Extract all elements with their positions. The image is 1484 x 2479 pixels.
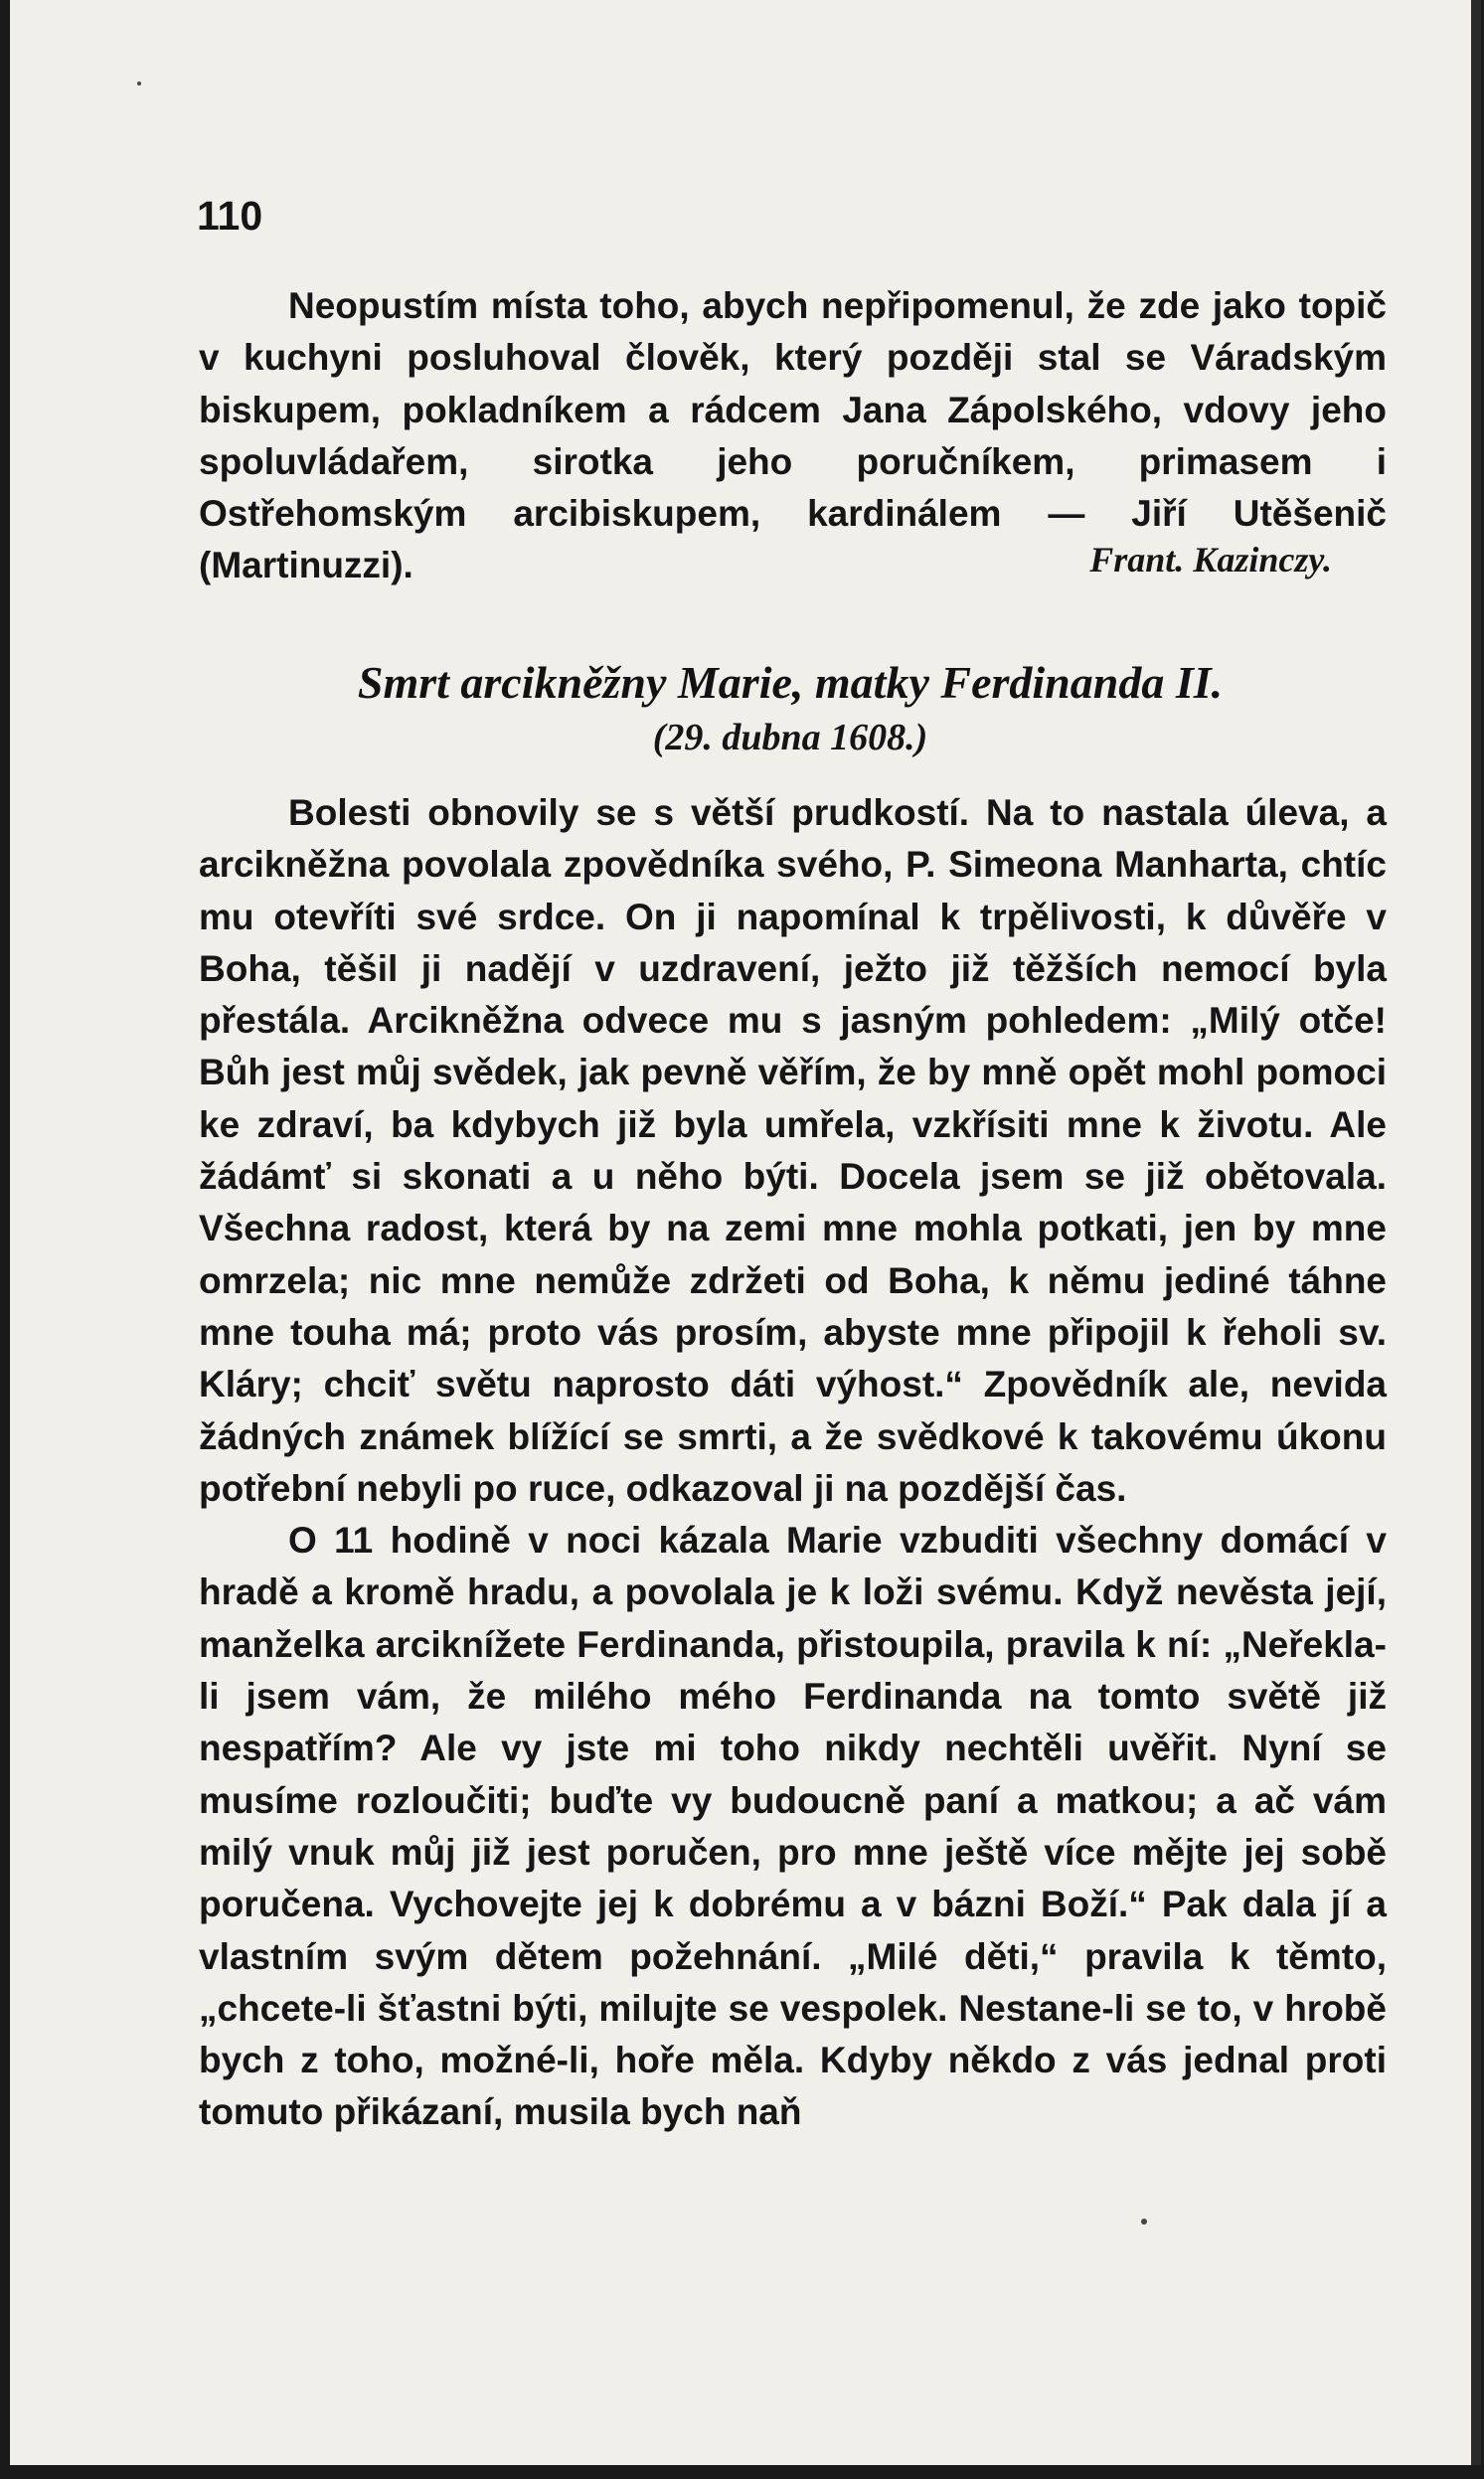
author-signature: Frant. Kazinczy.	[1089, 540, 1332, 579]
print-speck	[137, 82, 141, 85]
print-speck	[1141, 2219, 1147, 2225]
paragraph: Bolesti obnovily se s větší prudkostí. Na to nastala úleva, a arcikněžna povolala zpovědníka svého, P. Simeona Manharta, chtíc mu otevříti své srdce. On ji napomínal k trpělivosti, k důvěře v Boha, těšil ji nadějí v uzdravení, ježto již těžších nemocí byla přestála. Arcikněžna odvece mu s jasným pohledem: „Milý otče! Bůh jest můj svědek, jak pevně věřím, že by mně opět mohl pomoci ke zdraví, ba kdybych již byla umřela, vzkřísiti mne k životu. Ale žádámť si skonati a u něho býti. Docela jsem se již obětovala. Všechna radost, která by na zemi mne mohla potkati, jen by mne omrzela; nic mne nemůže zdržeti od Boha, k němu jediné táhne mne touha má; proto vás prosím, abyste mne připojil k řeholi sv. Kláry; chciť světu naprosto dáti výhost.“ Zpovědník ale, nevida žádných známek blížící se smrti, a že svědkové k takovému úkonu potřební nebyli po ruce, odkazoval ji na pozdější čas.	[199, 792, 1387, 1509]
page-number: 110	[197, 193, 263, 239]
book-page	[10, 0, 1481, 2465]
paragraph: O 11 hodině v noci kázala Marie vzbuditi všechny domácí v hradě a kromě hradu, a povolala je k loži svému. Když nevěsta její, manželka arciknížete Ferdinanda, přistoupila, pravila k ní: „Neřekla-li jsem vám, že milého mého Ferdinanda na tomto světě již nespatřím? Ale vy jste mi toho nikdy nechtěli uvěřit. Nyní se musíme rozloučiti; buďte vy budoucně paní a matkou; a ač vám milý vnuk můj již jest poručen, pro mne ještě více mějte jej sobě poručena. Vychovejte jej k dobrému a v bázni Boží.“ Pak dala jí a vlastním svým dětem požehnání. „Milé děti,“ pravila k těmto, „chcete-li šťastni býti, milujte se vespolek. Nestane-li se to, v hrobě bych z toho, možné-li, hoře měla. Kdyby někdo z vás jednal proti tomuto přikázaní, musila bych naň	[199, 1520, 1387, 2133]
text-block-main	[199, 787, 1387, 2139]
paragraph-intro: Neopustím místa toho, abych nepřipomenul, že zde jako topič v kuchyni posluhoval člověk, který později stal se Váradským biskupem, pokladníkem a rádcem Jana Zápolského, vdovy jeho spoluvládařem, sirotka jeho poručníkem, primasem i Ostřehomským arcibiskupem, kardinálem — Jiří Utěšenič (Martinuzzi).	[199, 285, 1387, 586]
section-title: Smrt arcikněžny Marie, matky Ferdinanda II.	[357, 657, 1224, 708]
section-date: (29. dubna 1608.)	[652, 717, 928, 758]
